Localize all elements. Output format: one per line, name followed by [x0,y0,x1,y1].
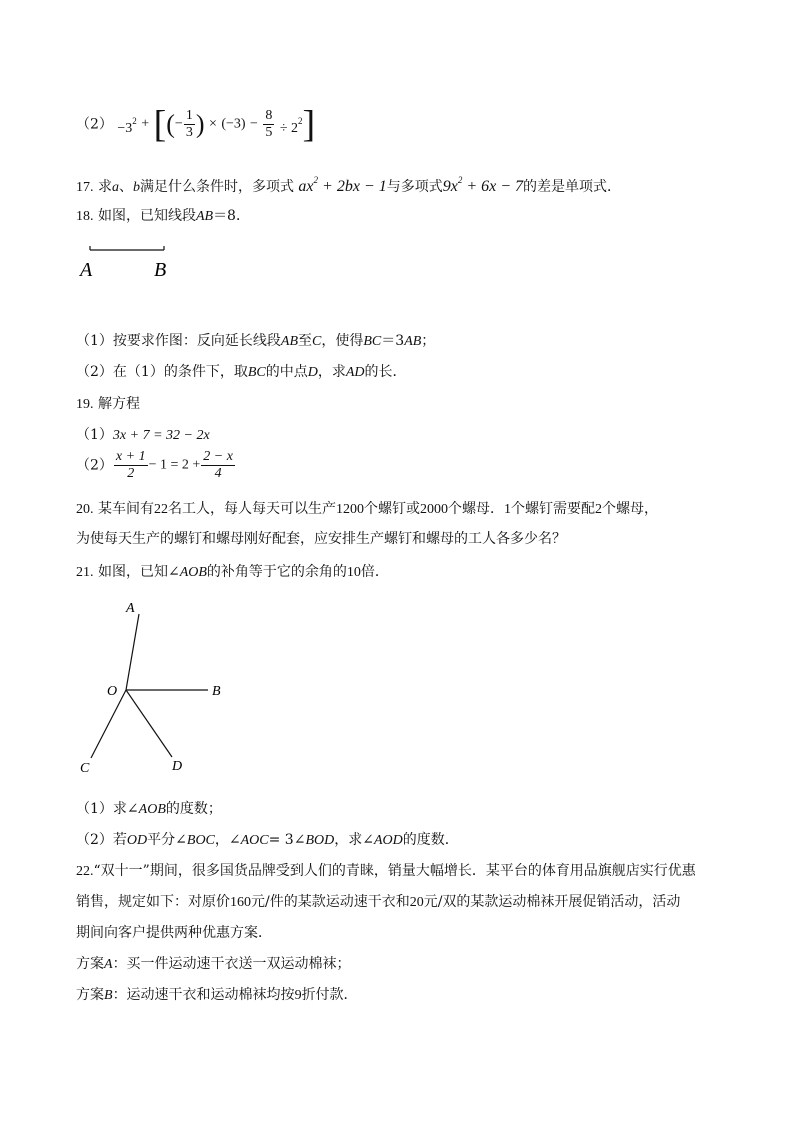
q20-n5: 2 [594,502,602,517]
q18-p2-ad: AD [345,365,365,380]
q18-p2-text-d: 的长． [364,364,407,380]
q21-n10: 10 [346,565,361,580]
q21-label-a: A [126,601,135,616]
q16-frac2: $\frac{8}{5}$ [265,108,273,140]
q18-p1-text-e: ； [421,333,436,349]
q22-l2-c: 元/双的某款运动棉袜开展促销活动，活动 [423,894,681,910]
q20-l1-d: 个螺母． [447,501,504,517]
q18-label-a: A [80,259,93,281]
q19-p2-frac1: $\frac{x + 1}{2}$ [115,449,146,481]
q21-text-c: 倍． [360,564,389,580]
q20-n4: 1 [503,502,511,517]
q21-p1-text-b: 的度数； [165,801,222,817]
q22-plan-a [76,954,351,975]
q21-text-a: 如图，已知∠ [97,564,180,580]
q22-l2-a: 销售，规定如下：对原价 [76,894,230,910]
q18-p1-bc: BC [363,334,382,349]
q18-p2-bc: BC [247,365,266,380]
q22-l3: 期间向客户提供两种优惠方案． [76,925,272,941]
q21-text-b: 的补角等于它的余角的 [206,564,347,580]
q18-p2-text-b: 的中点 [265,364,308,380]
q19-line [76,394,140,415]
q21-aob: AOB [179,565,207,580]
q21-p1-text-a: 求∠ [112,801,139,817]
q20-l1-b: 名工人，每人每天可以生产 [167,501,336,517]
q21-p1-aob: AOB [138,802,166,817]
q22-number: 22. [76,864,94,879]
q21-label-b: B [212,684,221,699]
q21-ray-oc [91,690,126,758]
q21-label-o: O [107,684,118,699]
q20-l1-c: 个螺钉或 [363,501,420,517]
q21-p2-aoc: AOC [240,833,269,848]
q18-p1-text-c: ，使得 [321,333,364,349]
q17-text-a: 求 [97,179,112,195]
q17-text-b: 满足什么条件时，多项式 [139,179,294,195]
q21-part1 [76,799,222,820]
q17-var-a: a [111,180,119,195]
q22-plan-b-text-a: ：运动速干衣和运动棉袜均按 [112,987,295,1003]
q22-l1: “双十一”期间，很多国货品牌受到人们的青睐，销量大幅增长．某平台的体育用品旗舰店实行优惠 [93,863,696,879]
q18-text-a: 如图，已知线段 [97,208,196,224]
q20-line1 [76,499,658,520]
q22-plan-b-label: 方案 [76,987,104,1003]
q17-var-b: b [132,180,140,195]
q22-plan-b [76,985,358,1006]
q17-line [76,170,621,198]
q22-line2 [76,892,680,913]
q19-part2-label: （2） [76,457,113,474]
q21-p2-bod: BOD [305,833,335,848]
q17-poly2: $9x^2 + 6x - 7$ [442,175,524,195]
q18-number: 18. [76,209,94,224]
q20-number: 20. [76,502,94,517]
q22-plan-a-label: 方案 [76,956,104,972]
q19-number: 19. [76,397,94,412]
q19-part1-label: （1） [76,427,113,443]
q18-segment-figure [76,240,186,284]
q18-p1-ab: AB [404,334,422,349]
q19-part2 [76,449,236,489]
q21-p2-text-e: ，求∠ [334,832,374,848]
q21-p2-boc: BOC [186,833,215,848]
q20-l2: 为使每天生产的螺钉和螺母刚好配套，应安排生产螺钉和螺母的工人各多少名？ [76,531,566,547]
q21-p2-aod: AOD [373,833,403,848]
q22-plan-a-letter: A [104,957,113,972]
q16-div-two: ÷ $2^2$ [279,115,303,136]
q20-line2 [76,529,566,549]
q18-p2-text-a: 在（1）的条件下，取 [112,364,248,380]
q16-plus: + [141,116,150,132]
q20-n2: 1200 [335,502,364,517]
q22-price2: 20 [409,895,424,910]
q19-part1 [76,425,210,446]
q21-label-d: D [172,759,183,774]
q17-text-c: 与多项式 [386,179,443,195]
q16-term1: $-3^2$ [117,115,137,136]
q17-poly1: $ax^2 + 2bx - 1$ [298,175,387,195]
q16-minus: − [250,116,258,132]
q20-n3: 2000 [419,502,448,517]
q16-neg-sign: − [174,116,183,132]
q21-part1-label: （1） [76,801,113,817]
q20-l1-a: 某车间有 [97,501,154,517]
q17-number: 17. [76,180,94,195]
q19-p2-frac2: $\frac{2 - x}{4}$ [203,449,233,481]
q16-bracket-open: [ [153,103,167,146]
q21-p2-text-b: 平分∠ [147,832,187,848]
q21-ray-od [126,690,172,757]
q18-line [76,206,250,227]
q19-p1-eq: 3x + 7 = 32 − 2x [112,428,210,443]
q18-p2-d: D [307,365,318,380]
q21-part2-label: （2） [76,832,113,848]
q19-p2-mid: − 1 = 2 + [148,457,201,473]
q22-plan-b-letter: B [104,988,113,1003]
q22-l2-b: 元/件的某款运动速干衣和 [251,894,410,910]
q20-n1: 22 [153,502,168,517]
q22-line1 [76,861,696,882]
q19-text: 解方程 [97,396,140,412]
q18-part1-label: （1） [76,333,113,349]
q20-l1-f: 个螺母， [601,501,658,517]
q21-line [76,562,389,583]
q22-plan-b-n: 9 [294,988,302,1003]
q21-p2-od: OD [126,833,148,848]
q21-angle-figure [76,596,246,782]
q16-part2 [76,103,316,152]
q21-p2-text-c: ，∠ [214,832,241,848]
q16-neg-three: (−3) [221,116,246,132]
q22-line3 [76,923,272,943]
q17-text-d: 的差是单项式． [523,179,622,195]
q18-p1-c: C [312,334,322,349]
q16-paren-close: ) [195,109,205,139]
q18-label-b: B [154,259,167,281]
q16-frac1: $\frac{1}{3}$ [185,108,193,140]
q22-plan-a-text: ：买一件运动速干衣送一双运动棉袜； [112,956,351,972]
q18-part2 [76,362,407,383]
q21-number: 21. [76,565,94,580]
q18-text-b: ＝8． [213,208,250,224]
q20-l1-e: 个螺钉需要配 [510,501,595,517]
q17-sep: 、 [118,179,133,195]
q18-p1-text-d: ＝3 [381,333,405,349]
q18-part1 [76,331,435,352]
q18-part2-label: （2） [76,364,113,380]
q16-part2-label: （2） [76,116,113,133]
q22-plan-b-text-b: 折付款． [301,987,358,1003]
q16-paren-open: ( [166,109,175,139]
q18-p2-text-c: ，求 [317,364,346,380]
q21-p2-text-d: = 3∠ [268,832,306,848]
q22-price1: 160 [230,895,251,910]
q18-p1-text-b: 至 [298,333,313,349]
q18-seg: AB [195,209,214,224]
q21-ray-oa [126,614,139,690]
q18-p1-seg: AB [280,334,299,349]
q21-p2-text-a: 若 [112,832,127,848]
q21-part2 [76,830,459,851]
q21-label-c: C [80,761,90,776]
q18-p1-text-a: 按要求作图：反向延长线段 [112,333,281,349]
q21-p2-text-f: 的度数． [402,832,459,848]
q16-times: × [208,116,217,132]
q16-bracket-close: ] [302,103,316,146]
